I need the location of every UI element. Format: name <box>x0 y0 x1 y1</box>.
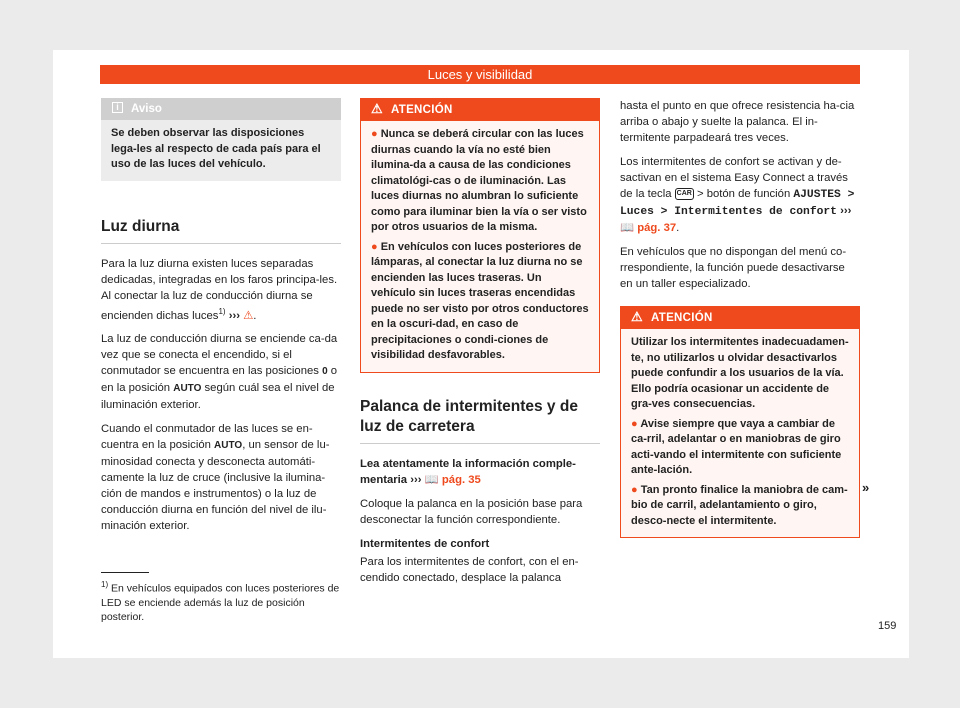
book-icon: 📖 <box>620 222 635 234</box>
atencion-header <box>621 307 859 329</box>
paragraph-continue: hasta el punto en que ofrece resistencia ha-cia arriba o abajo y suelte la palanca. El in-termitente parpadeará tres veces. <box>620 100 855 144</box>
page-ref-link[interactable]: pág. 35 <box>441 473 481 486</box>
list-item: ● Avise siempre que vaya a cambiar de ca-rril, adelantar o en maniobras de giro acti-vando el intermitente con suficiente ante-lación. <box>631 417 842 476</box>
ref-arrows: ››› <box>410 473 422 486</box>
atencion-body <box>621 329 859 537</box>
text: > botón de función <box>696 188 791 200</box>
footnote-divider <box>101 572 149 573</box>
switch-position-0: 0 <box>322 366 328 378</box>
footnote <box>101 578 341 624</box>
atencion-header <box>361 99 599 121</box>
paragraph-palanca-2: Para los intermitentes de confort, con el en-cendido conectado, desplace la palanca <box>360 555 579 584</box>
switch-position-auto: AUTO <box>214 440 243 452</box>
list-item: ● Tan pronto finalice la maniobra de cam-bio de carril, adelantamiento o giro, desco-necte el intermitente. <box>631 483 848 527</box>
list-item-text: Tan pronto finalice la maniobra de cam-bio de carril, adelantamiento o giro, desco-necte el intermitente. <box>631 483 848 527</box>
list-item-text: En vehículos con luces posteriores de lámparas, al conectar la luz diurna no se encienden las luces traseras. Un vehículo sin luces traseras encendidas puede no ser visto por otros conductores en la oscuri-dad, en caso de precipitaciones o condi-ciones de visibilidad desfavorables. <box>371 240 589 361</box>
subheading-intermitentes: Intermitentes de confort <box>360 537 490 550</box>
list-item-text: Avise siempre que vaya a cambiar de ca-rril, adelantar o en maniobras de giro acti-vando el intermitente con suficiente ante-lación. <box>631 417 842 476</box>
aviso-header <box>101 98 341 120</box>
text: Los intermitentes de confort se activan y de-sactivan en el sistema Easy Connect a través de la tecla <box>620 156 848 200</box>
info-icon: i <box>112 102 123 113</box>
page-number: 159 <box>878 620 897 632</box>
ref-arrows: ››› <box>228 309 241 322</box>
paragraph-taller: En vehículos que no dispongan del menú co-rrespondiente, la función puede desactivarse en un taller especializado. <box>620 246 847 290</box>
paragraph-easy-connect: Los intermitentes de confort se activan y de-sactivan en el sistema Easy Connect a través de la tecla CAR > botón de función AJUSTES > Luces > Intermitentes de confort ››› 📖 pág. 37. <box>620 156 855 234</box>
paragraph-intro <box>360 456 600 488</box>
text: , un sensor de lu-minosidad conecta y desconecta automáti-camente la luz de cruce (inclusive la ilumina-ción de mandos e instrumentos) o la luz de conducción diurna en función del nivel de ilu-minación exterior. <box>101 439 330 533</box>
atencion-box-1 <box>360 98 600 373</box>
list-item: ● En vehículos con luces posteriores de lámparas, al conectar la luz diurna no se encienden las luces traseras. Un vehículo sin luces traseras encendidas puede no ser visto por otros conductores en la oscuri-dad, en caso de precipitaciones o condi-ciones de visibilidad desfavorables. <box>371 240 589 361</box>
atencion-box-2 <box>620 306 860 538</box>
text: Lea atentamente la información comple-mentaria <box>360 457 576 486</box>
atencion-body <box>361 121 599 372</box>
book-icon: 📖 <box>424 473 439 486</box>
aviso-label: Aviso <box>131 103 162 115</box>
text: La luz de conducción diurna se enciende ca-da vez que se conecta el encendido, si el conmutador se encuentra en las posiciones <box>101 333 338 378</box>
text: Para la luz diurna existen luces separadas dedicadas, integradas en los faros principa-les. Al conectar la luz de conducción diurna se encienden dichas luces <box>101 257 338 322</box>
car-key-icon: CAR <box>675 188 694 200</box>
heading-palanca: Palanca de intermitentes y de luz de carretera <box>360 397 600 444</box>
footnote-mark: 1) <box>101 580 109 589</box>
footnote-ref: 1) <box>218 306 226 316</box>
section-header: Luces y visibilidad <box>100 65 860 84</box>
list-item-text: Nunca se deberá circular con las luces diurnas cuando la vía no esté bien ilumina-da a causa de las condiciones climatológi-cas o de iluminación. Las luces diurnas no alumbran lo suficiente como para iluminar bien la vía o ser visto por otros usuarios de la misma. <box>371 128 587 233</box>
column-2 <box>360 98 600 594</box>
page-ref-link[interactable]: pág. 37 <box>637 222 677 234</box>
atencion-label: ATENCIÓN <box>651 312 713 324</box>
text: o en la posición <box>101 365 338 395</box>
warning-icon: ⚠ <box>631 309 643 324</box>
paragraph-luz-diurna-2 <box>101 331 341 413</box>
list-item: ● Nunca se deberá circular con las luces diurnas cuando la vía no esté bien ilumina-da a causa de las condiciones climatológi-cas o de iluminación. Las luces diurnas no alumbran lo suficiente como para iluminar bien la vía o ser visto por otros usuarios de la misma. <box>371 128 587 233</box>
paragraph-palanca-1: Coloque la palanca en la posición base para desconectar la función correspondiente. <box>360 497 583 526</box>
paragraph-luz-diurna-1: Para la luz diurna existen luces separadas dedicadas, integradas en los faros principa-les. Al conectar la luz de conducción diurna se encienden dichas luces$^{1)}$ ››› ⚠. <box>101 257 338 322</box>
atencion-intro: Utilizar los intermitentes inadecuadamen-te, no utilizarlos u olvidar desactivarlos puede confundir a los usuarios de la vía. Ello podría ocasionar un accidente de gra-ves consecuencias. <box>631 336 849 410</box>
text: según cuál sea el nivel de iluminación exterior. <box>101 382 335 412</box>
aviso-text: Se deben observar las disposiciones lega-les al respecto de cada país para el uso de las luces del vehículo. <box>111 127 321 170</box>
column-1 <box>101 98 341 542</box>
switch-position-auto: AUTO <box>173 383 202 395</box>
continue-mark: » <box>862 480 870 495</box>
menu-path: AJUSTES > Luces > Intermitentes de confort <box>620 189 855 218</box>
warning-icon: ⚠ <box>371 101 383 116</box>
paragraph-luz-diurna-3 <box>101 421 341 534</box>
heading-luz-diurna: Luz diurna <box>101 217 341 244</box>
text: Cuando el conmutador de las luces se en-cuentra en la posición <box>101 423 313 452</box>
footnote-text: En vehículos equipados con luces posteriores de LED se enciende además la luz de posición posterior. <box>101 582 340 623</box>
aviso-box <box>101 98 341 181</box>
atencion-label: ATENCIÓN <box>391 104 453 116</box>
column-3 <box>620 98 860 538</box>
ref-arrows: ››› <box>840 205 852 217</box>
warning-icon: ⚠ <box>243 309 254 322</box>
